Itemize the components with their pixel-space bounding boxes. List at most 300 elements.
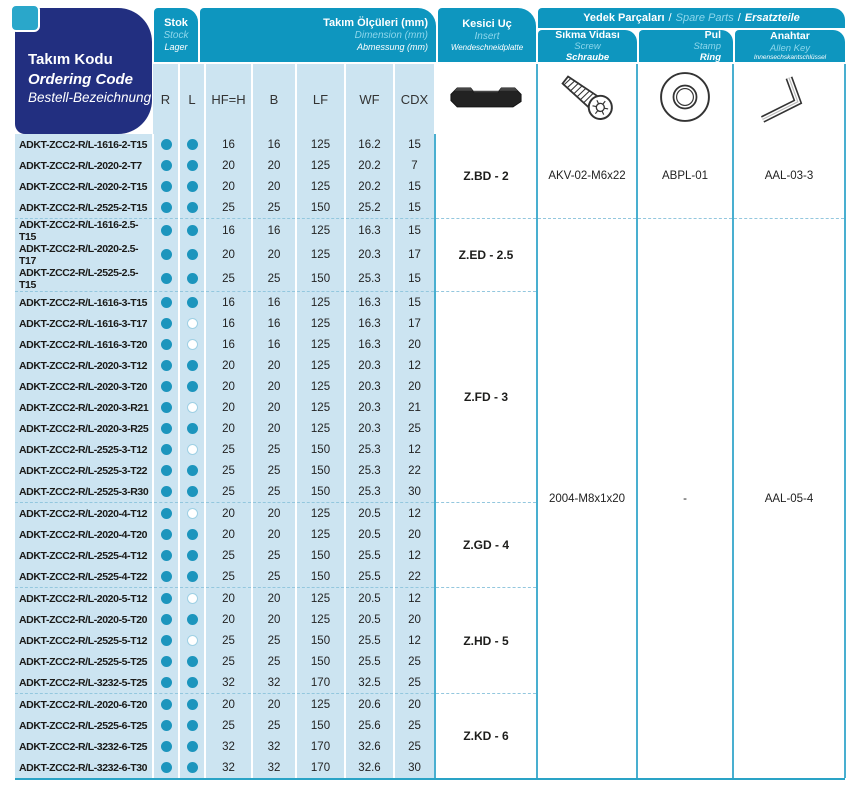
b-value-cell: 20 — [252, 503, 296, 525]
insert-type-cell: Z.BD - 2 — [435, 134, 537, 219]
key-label-tr: Anahtar — [770, 30, 810, 43]
lf-value-cell: 150 — [296, 545, 345, 566]
tool-code-cell: ADKT-ZCC2-R/L-2525-5-T25 — [15, 651, 153, 672]
cdx-value-cell: 15 — [394, 176, 435, 197]
stock-dot-filled — [187, 677, 198, 688]
lf-value-cell: 125 — [296, 155, 345, 176]
cdx-value-cell: 15 — [394, 292, 435, 314]
stock-l-cell — [179, 313, 205, 334]
b-value-cell: 16 — [252, 292, 296, 314]
stock-l-cell — [179, 503, 205, 525]
stock-dot-filled — [187, 181, 198, 192]
hf-value-cell: 32 — [205, 672, 252, 694]
separator: / — [737, 12, 741, 24]
dim-label-en: Dimension (mm) — [354, 30, 428, 42]
title-english: Ordering Code — [28, 70, 134, 88]
stock-dot-filled — [161, 381, 172, 392]
col-header-wf: WF — [345, 64, 394, 134]
cdx-value-cell: 22 — [394, 460, 435, 481]
stock-dot-filled — [161, 160, 172, 171]
wf-value-cell: 16.2 — [345, 134, 394, 155]
cdx-value-cell: 25 — [394, 672, 435, 694]
hf-value-cell: 25 — [205, 630, 252, 651]
tool-code-cell: ADKT-ZCC2-R/L-2525-4-T22 — [15, 566, 153, 588]
lf-value-cell: 150 — [296, 439, 345, 460]
lf-value-cell: 125 — [296, 292, 345, 314]
stock-r-cell — [153, 292, 179, 314]
col-header-l: L — [179, 64, 205, 134]
b-value-cell: 20 — [252, 418, 296, 439]
tool-code-cell: ADKT-ZCC2-R/L-3232-6-T25 — [15, 736, 153, 757]
tool-code-cell: ADKT-ZCC2-R/L-1616-2-T15 — [15, 134, 153, 155]
cdx-value-cell: 20 — [394, 609, 435, 630]
stock-r-cell — [153, 503, 179, 525]
stock-l-cell — [179, 524, 205, 545]
ring-label-tr: Pul — [704, 28, 721, 41]
b-value-cell: 20 — [252, 609, 296, 630]
tool-code-cell: ADKT-ZCC2-R/L-2020-2.5-T17 — [15, 243, 153, 267]
stock-dot-filled — [161, 360, 172, 371]
ring-code-cell: - — [637, 219, 733, 779]
stock-dot-filled — [187, 614, 198, 625]
b-value-cell: 25 — [252, 651, 296, 672]
wf-value-cell: 20.6 — [345, 694, 394, 716]
col-header-r: R — [153, 64, 179, 134]
wf-value-cell: 16.3 — [345, 313, 394, 334]
hf-value-cell: 20 — [205, 355, 252, 376]
cdx-value-cell: 22 — [394, 566, 435, 588]
b-value-cell: 32 — [252, 672, 296, 694]
wf-value-cell: 25.5 — [345, 630, 394, 651]
screw-header — [538, 30, 637, 62]
lf-value-cell: 150 — [296, 267, 345, 292]
stock-dot-filled — [187, 423, 198, 434]
tool-code-cell: ADKT-ZCC2-R/L-2525-6-T25 — [15, 715, 153, 736]
stock-r-cell — [153, 376, 179, 397]
hf-value-cell: 25 — [205, 651, 252, 672]
insert-type-cell: Z.HD - 5 — [435, 588, 537, 694]
stock-r-cell — [153, 672, 179, 694]
b-value-cell: 32 — [252, 757, 296, 778]
hf-value-cell: 20 — [205, 397, 252, 418]
stock-l-cell — [179, 630, 205, 651]
ring-label-de: Ring — [699, 52, 721, 64]
lf-value-cell: 150 — [296, 481, 345, 503]
stock-label-de: Lager — [164, 42, 188, 53]
screw-code-cell: 2004-M8x1x20 — [537, 219, 637, 779]
b-value-cell: 25 — [252, 439, 296, 460]
cdx-value-cell: 12 — [394, 503, 435, 525]
allen-key-icon — [753, 65, 825, 129]
insert-label-en: Insert — [474, 30, 500, 42]
b-value-cell: 16 — [252, 334, 296, 355]
hf-value-cell: 32 — [205, 757, 252, 778]
hf-value-cell: 16 — [205, 334, 252, 355]
tool-code-cell: ADKT-ZCC2-R/L-2020-2-T15 — [15, 176, 153, 197]
wf-value-cell: 32.6 — [345, 736, 394, 757]
title-turkish: Takım Kodu — [28, 51, 113, 68]
stock-l-cell — [179, 134, 205, 155]
stock-r-cell — [153, 155, 179, 176]
stock-l-cell — [179, 397, 205, 418]
stock-l-cell — [179, 376, 205, 397]
wf-value-cell: 32.6 — [345, 757, 394, 778]
stock-r-cell — [153, 651, 179, 672]
stock-dot-filled — [187, 550, 198, 561]
stock-l-cell — [179, 588, 205, 610]
table-row — [15, 134, 845, 155]
stock-dot-filled — [161, 139, 172, 150]
hf-value-cell: 32 — [205, 736, 252, 757]
lf-value-cell: 125 — [296, 694, 345, 716]
stock-dot-filled — [161, 635, 172, 646]
tool-code-cell: ADKT-ZCC2-R/L-2525-3-T22 — [15, 460, 153, 481]
ring-header — [639, 30, 733, 62]
insert-type-cell: Z.GD - 4 — [435, 503, 537, 588]
lf-value-cell: 150 — [296, 715, 345, 736]
corner-accent — [10, 4, 40, 32]
stock-dot-filled — [187, 486, 198, 497]
stock-dot-filled — [161, 249, 172, 260]
stock-r-cell — [153, 545, 179, 566]
lf-value-cell: 125 — [296, 418, 345, 439]
tool-code-cell: ADKT-ZCC2-R/L-2525-3-T12 — [15, 439, 153, 460]
tool-code-cell: ADKT-ZCC2-R/L-1616-2.5-T15 — [15, 219, 153, 244]
tool-code-cell: ADKT-ZCC2-R/L-2020-5-T20 — [15, 609, 153, 630]
wf-value-cell: 20.3 — [345, 355, 394, 376]
lf-value-cell: 125 — [296, 176, 345, 197]
screw-label-en: Screw — [574, 40, 601, 52]
b-value-cell: 20 — [252, 243, 296, 267]
stock-r-cell — [153, 355, 179, 376]
b-value-cell: 25 — [252, 630, 296, 651]
stock-l-cell — [179, 694, 205, 716]
allen-key-header — [735, 30, 845, 62]
lf-value-cell: 125 — [296, 355, 345, 376]
hf-value-cell: 25 — [205, 197, 252, 219]
cdx-value-cell: 15 — [394, 197, 435, 219]
cdx-value-cell: 15 — [394, 134, 435, 155]
lf-value-cell: 125 — [296, 334, 345, 355]
tool-code-cell: ADKT-ZCC2-R/L-2020-4-T20 — [15, 524, 153, 545]
lf-value-cell: 125 — [296, 219, 345, 244]
stock-dot-filled — [161, 593, 172, 604]
stock-dot-open — [187, 318, 198, 329]
wf-value-cell: 16.3 — [345, 292, 394, 314]
b-value-cell: 32 — [252, 736, 296, 757]
wf-value-cell: 25.2 — [345, 197, 394, 219]
stock-dot-filled — [187, 656, 198, 667]
wf-value-cell: 20.5 — [345, 588, 394, 610]
stock-r-cell — [153, 334, 179, 355]
b-value-cell: 25 — [252, 481, 296, 503]
insert-type-cell: Z.KD - 6 — [435, 694, 537, 779]
stock-dot-filled — [161, 225, 172, 236]
stock-r-cell — [153, 397, 179, 418]
lf-value-cell: 150 — [296, 566, 345, 588]
b-value-cell: 25 — [252, 267, 296, 292]
stock-l-cell — [179, 736, 205, 757]
stock-l-cell — [179, 292, 205, 314]
stock-r-cell — [153, 197, 179, 219]
cdx-value-cell: 25 — [394, 736, 435, 757]
wf-value-cell: 25.5 — [345, 545, 394, 566]
hf-value-cell: 25 — [205, 481, 252, 503]
b-value-cell: 20 — [252, 355, 296, 376]
stock-r-cell — [153, 481, 179, 503]
tool-code-cell: ADKT-ZCC2-R/L-2525-3-R30 — [15, 481, 153, 503]
lf-value-cell: 170 — [296, 672, 345, 694]
stock-l-cell — [179, 481, 205, 503]
tool-code-cell: ADKT-ZCC2-R/L-1616-3-T20 — [15, 334, 153, 355]
cdx-value-cell: 12 — [394, 588, 435, 610]
stock-r-cell — [153, 243, 179, 267]
wf-value-cell: 25.3 — [345, 267, 394, 292]
stock-dot-filled — [161, 699, 172, 710]
cdx-value-cell: 30 — [394, 757, 435, 778]
wf-value-cell: 25.3 — [345, 481, 394, 503]
stock-dot-filled — [161, 339, 172, 350]
lf-value-cell: 150 — [296, 651, 345, 672]
b-value-cell: 25 — [252, 715, 296, 736]
stock-dot-filled — [187, 720, 198, 731]
table-body — [15, 134, 845, 778]
allen-key-graphic-cell — [733, 64, 845, 134]
ring-code-cell: ABPL-01 — [637, 134, 733, 219]
dim-label-tr: Takım Ölçüleri (mm) — [323, 17, 428, 30]
cdx-value-cell: 20 — [394, 524, 435, 545]
b-value-cell: 25 — [252, 197, 296, 219]
b-value-cell: 16 — [252, 134, 296, 155]
cdx-value-cell: 15 — [394, 267, 435, 292]
tool-code-cell: ADKT-ZCC2-R/L-2020-3-R21 — [15, 397, 153, 418]
hf-value-cell: 20 — [205, 376, 252, 397]
tool-code-cell: ADKT-ZCC2-R/L-2020-3-T20 — [15, 376, 153, 397]
insert-type-cell: Z.ED - 2.5 — [435, 219, 537, 292]
stock-dot-filled — [187, 225, 198, 236]
wf-value-cell: 20.2 — [345, 155, 394, 176]
b-value-cell: 16 — [252, 219, 296, 244]
cdx-value-cell: 12 — [394, 355, 435, 376]
stock-dot-open — [187, 635, 198, 646]
wf-value-cell: 20.3 — [345, 376, 394, 397]
stock-dot-filled — [161, 550, 172, 561]
hf-value-cell: 16 — [205, 313, 252, 334]
stock-dot-open — [187, 402, 198, 413]
hf-value-cell: 25 — [205, 267, 252, 292]
stock-l-cell — [179, 219, 205, 244]
stock-dot-filled — [187, 465, 198, 476]
stock-dot-filled — [187, 273, 198, 284]
cdx-value-cell: 17 — [394, 313, 435, 334]
lf-value-cell: 125 — [296, 243, 345, 267]
wf-value-cell: 20.3 — [345, 418, 394, 439]
stock-dot-filled — [161, 202, 172, 213]
b-value-cell: 20 — [252, 694, 296, 716]
lf-value-cell: 150 — [296, 630, 345, 651]
wf-value-cell: 25.6 — [345, 715, 394, 736]
screw-label-tr: Sıkma Vidası — [555, 28, 620, 41]
stock-dot-filled — [161, 181, 172, 192]
hf-value-cell: 20 — [205, 588, 252, 610]
hf-value-cell: 20 — [205, 418, 252, 439]
hf-value-cell: 20 — [205, 243, 252, 267]
hf-value-cell: 25 — [205, 545, 252, 566]
cdx-value-cell: 25 — [394, 715, 435, 736]
cdx-value-cell: 7 — [394, 155, 435, 176]
table-row — [15, 219, 845, 244]
hf-value-cell: 20 — [205, 155, 252, 176]
tool-code-cell: ADKT-ZCC2-R/L-2525-2.5-T15 — [15, 267, 153, 292]
dimensions-header — [200, 8, 436, 62]
tool-code-cell: ADKT-ZCC2-R/L-2525-4-T12 — [15, 545, 153, 566]
stock-dot-filled — [161, 444, 172, 455]
insert-header — [438, 8, 536, 62]
stock-l-cell — [179, 566, 205, 588]
allen-key-code-cell: AAL-05-4 — [733, 219, 845, 779]
b-value-cell: 20 — [252, 155, 296, 176]
hf-value-cell: 25 — [205, 566, 252, 588]
stock-dot-filled — [161, 273, 172, 284]
b-value-cell: 25 — [252, 545, 296, 566]
washer-icon — [654, 66, 716, 128]
screw-icon — [547, 65, 627, 129]
stock-l-cell — [179, 243, 205, 267]
stock-l-cell — [179, 197, 205, 219]
separator: / — [668, 12, 672, 24]
stock-l-cell — [179, 355, 205, 376]
stock-r-cell — [153, 694, 179, 716]
title-german: Bestell-Bezeichnung — [28, 90, 152, 105]
stock-r-cell — [153, 736, 179, 757]
lf-value-cell: 125 — [296, 609, 345, 630]
tool-code-cell: ADKT-ZCC2-R/L-2020-5-T12 — [15, 588, 153, 610]
wf-value-cell: 20.3 — [345, 243, 394, 267]
stock-dot-filled — [187, 762, 198, 773]
stock-dot-filled — [161, 402, 172, 413]
wf-value-cell: 32.5 — [345, 672, 394, 694]
spare-parts-band — [538, 8, 845, 28]
stock-l-cell — [179, 651, 205, 672]
stock-r-cell — [153, 566, 179, 588]
tool-code-cell: ADKT-ZCC2-R/L-2525-5-T12 — [15, 630, 153, 651]
wf-value-cell: 25.3 — [345, 439, 394, 460]
stock-dot-filled — [187, 249, 198, 260]
stock-dot-filled — [161, 656, 172, 667]
col-header-cdx: CDX — [394, 64, 435, 134]
stock-dot-filled — [161, 529, 172, 540]
lf-value-cell: 125 — [296, 588, 345, 610]
b-value-cell: 20 — [252, 176, 296, 197]
b-value-cell: 20 — [252, 524, 296, 545]
stock-label-tr: Stok — [164, 17, 188, 30]
stock-dot-filled — [187, 529, 198, 540]
cdx-value-cell: 25 — [394, 418, 435, 439]
stock-r-cell — [153, 609, 179, 630]
tool-code-cell: ADKT-ZCC2-R/L-3232-6-T30 — [15, 757, 153, 778]
tool-code-cell: ADKT-ZCC2-R/L-2525-2-T15 — [15, 197, 153, 219]
wf-value-cell: 20.3 — [345, 397, 394, 418]
hf-value-cell: 25 — [205, 439, 252, 460]
hf-value-cell: 16 — [205, 219, 252, 244]
wf-value-cell: 16.3 — [345, 219, 394, 244]
stock-r-cell — [153, 219, 179, 244]
lf-value-cell: 150 — [296, 460, 345, 481]
stock-header — [154, 8, 198, 62]
hf-value-cell: 20 — [205, 609, 252, 630]
key-label-en: Allen Key — [769, 42, 811, 54]
stock-l-cell — [179, 460, 205, 481]
stock-dot-filled — [161, 297, 172, 308]
b-value-cell: 16 — [252, 313, 296, 334]
stock-r-cell — [153, 715, 179, 736]
hf-value-cell: 25 — [205, 460, 252, 481]
stock-dot-filled — [187, 741, 198, 752]
stock-l-cell — [179, 155, 205, 176]
screw-label-de: Schraube — [565, 52, 610, 64]
cdx-value-cell: 20 — [394, 334, 435, 355]
hf-value-cell: 16 — [205, 292, 252, 314]
stock-l-cell — [179, 334, 205, 355]
cdx-value-cell: 30 — [394, 481, 435, 503]
wf-value-cell: 20.5 — [345, 524, 394, 545]
hf-value-cell: 20 — [205, 694, 252, 716]
stock-dot-filled — [161, 318, 172, 329]
stock-l-cell — [179, 545, 205, 566]
stock-r-cell — [153, 757, 179, 778]
stock-dot-open — [187, 508, 198, 519]
tool-code-cell: ADKT-ZCC2-R/L-1616-3-T15 — [15, 292, 153, 314]
stock-label-en: Stock — [163, 30, 189, 42]
cdx-value-cell: 21 — [394, 397, 435, 418]
spare-band-en: Spare Parts — [675, 12, 734, 24]
insert-icon — [443, 79, 529, 115]
allen-key-code-cell: AAL-03-3 — [733, 134, 845, 219]
stock-dot-filled — [161, 486, 172, 497]
lf-value-cell: 125 — [296, 313, 345, 334]
hf-value-cell: 16 — [205, 134, 252, 155]
spare-band-tr: Yedek Parçaları — [583, 12, 665, 24]
b-value-cell: 25 — [252, 460, 296, 481]
stock-dot-filled — [187, 381, 198, 392]
stock-dot-filled — [161, 571, 172, 582]
lf-value-cell: 125 — [296, 397, 345, 418]
stock-dot-open — [187, 444, 198, 455]
hf-value-cell: 20 — [205, 503, 252, 525]
wf-value-cell: 20.2 — [345, 176, 394, 197]
cdx-value-cell: 20 — [394, 376, 435, 397]
insert-graphic-cell — [435, 64, 537, 134]
stock-l-cell — [179, 439, 205, 460]
dim-label-de: Abmessung (mm) — [356, 42, 428, 53]
wf-value-cell: 25.3 — [345, 460, 394, 481]
stock-dot-filled — [161, 741, 172, 752]
stock-dot-open — [187, 593, 198, 604]
lf-value-cell: 150 — [296, 197, 345, 219]
stock-r-cell — [153, 439, 179, 460]
stock-dot-filled — [161, 614, 172, 625]
cdx-value-cell: 20 — [394, 694, 435, 716]
col-header-b: B — [252, 64, 296, 134]
insert-label-de: Wendeschneidplatte — [450, 42, 524, 52]
stock-dot-filled — [161, 720, 172, 731]
stock-l-cell — [179, 757, 205, 778]
stock-dot-filled — [187, 160, 198, 171]
stock-dot-filled — [187, 360, 198, 371]
cdx-value-cell: 25 — [394, 651, 435, 672]
stock-r-cell — [153, 460, 179, 481]
tool-code-cell: ADKT-ZCC2-R/L-2020-6-T20 — [15, 694, 153, 716]
